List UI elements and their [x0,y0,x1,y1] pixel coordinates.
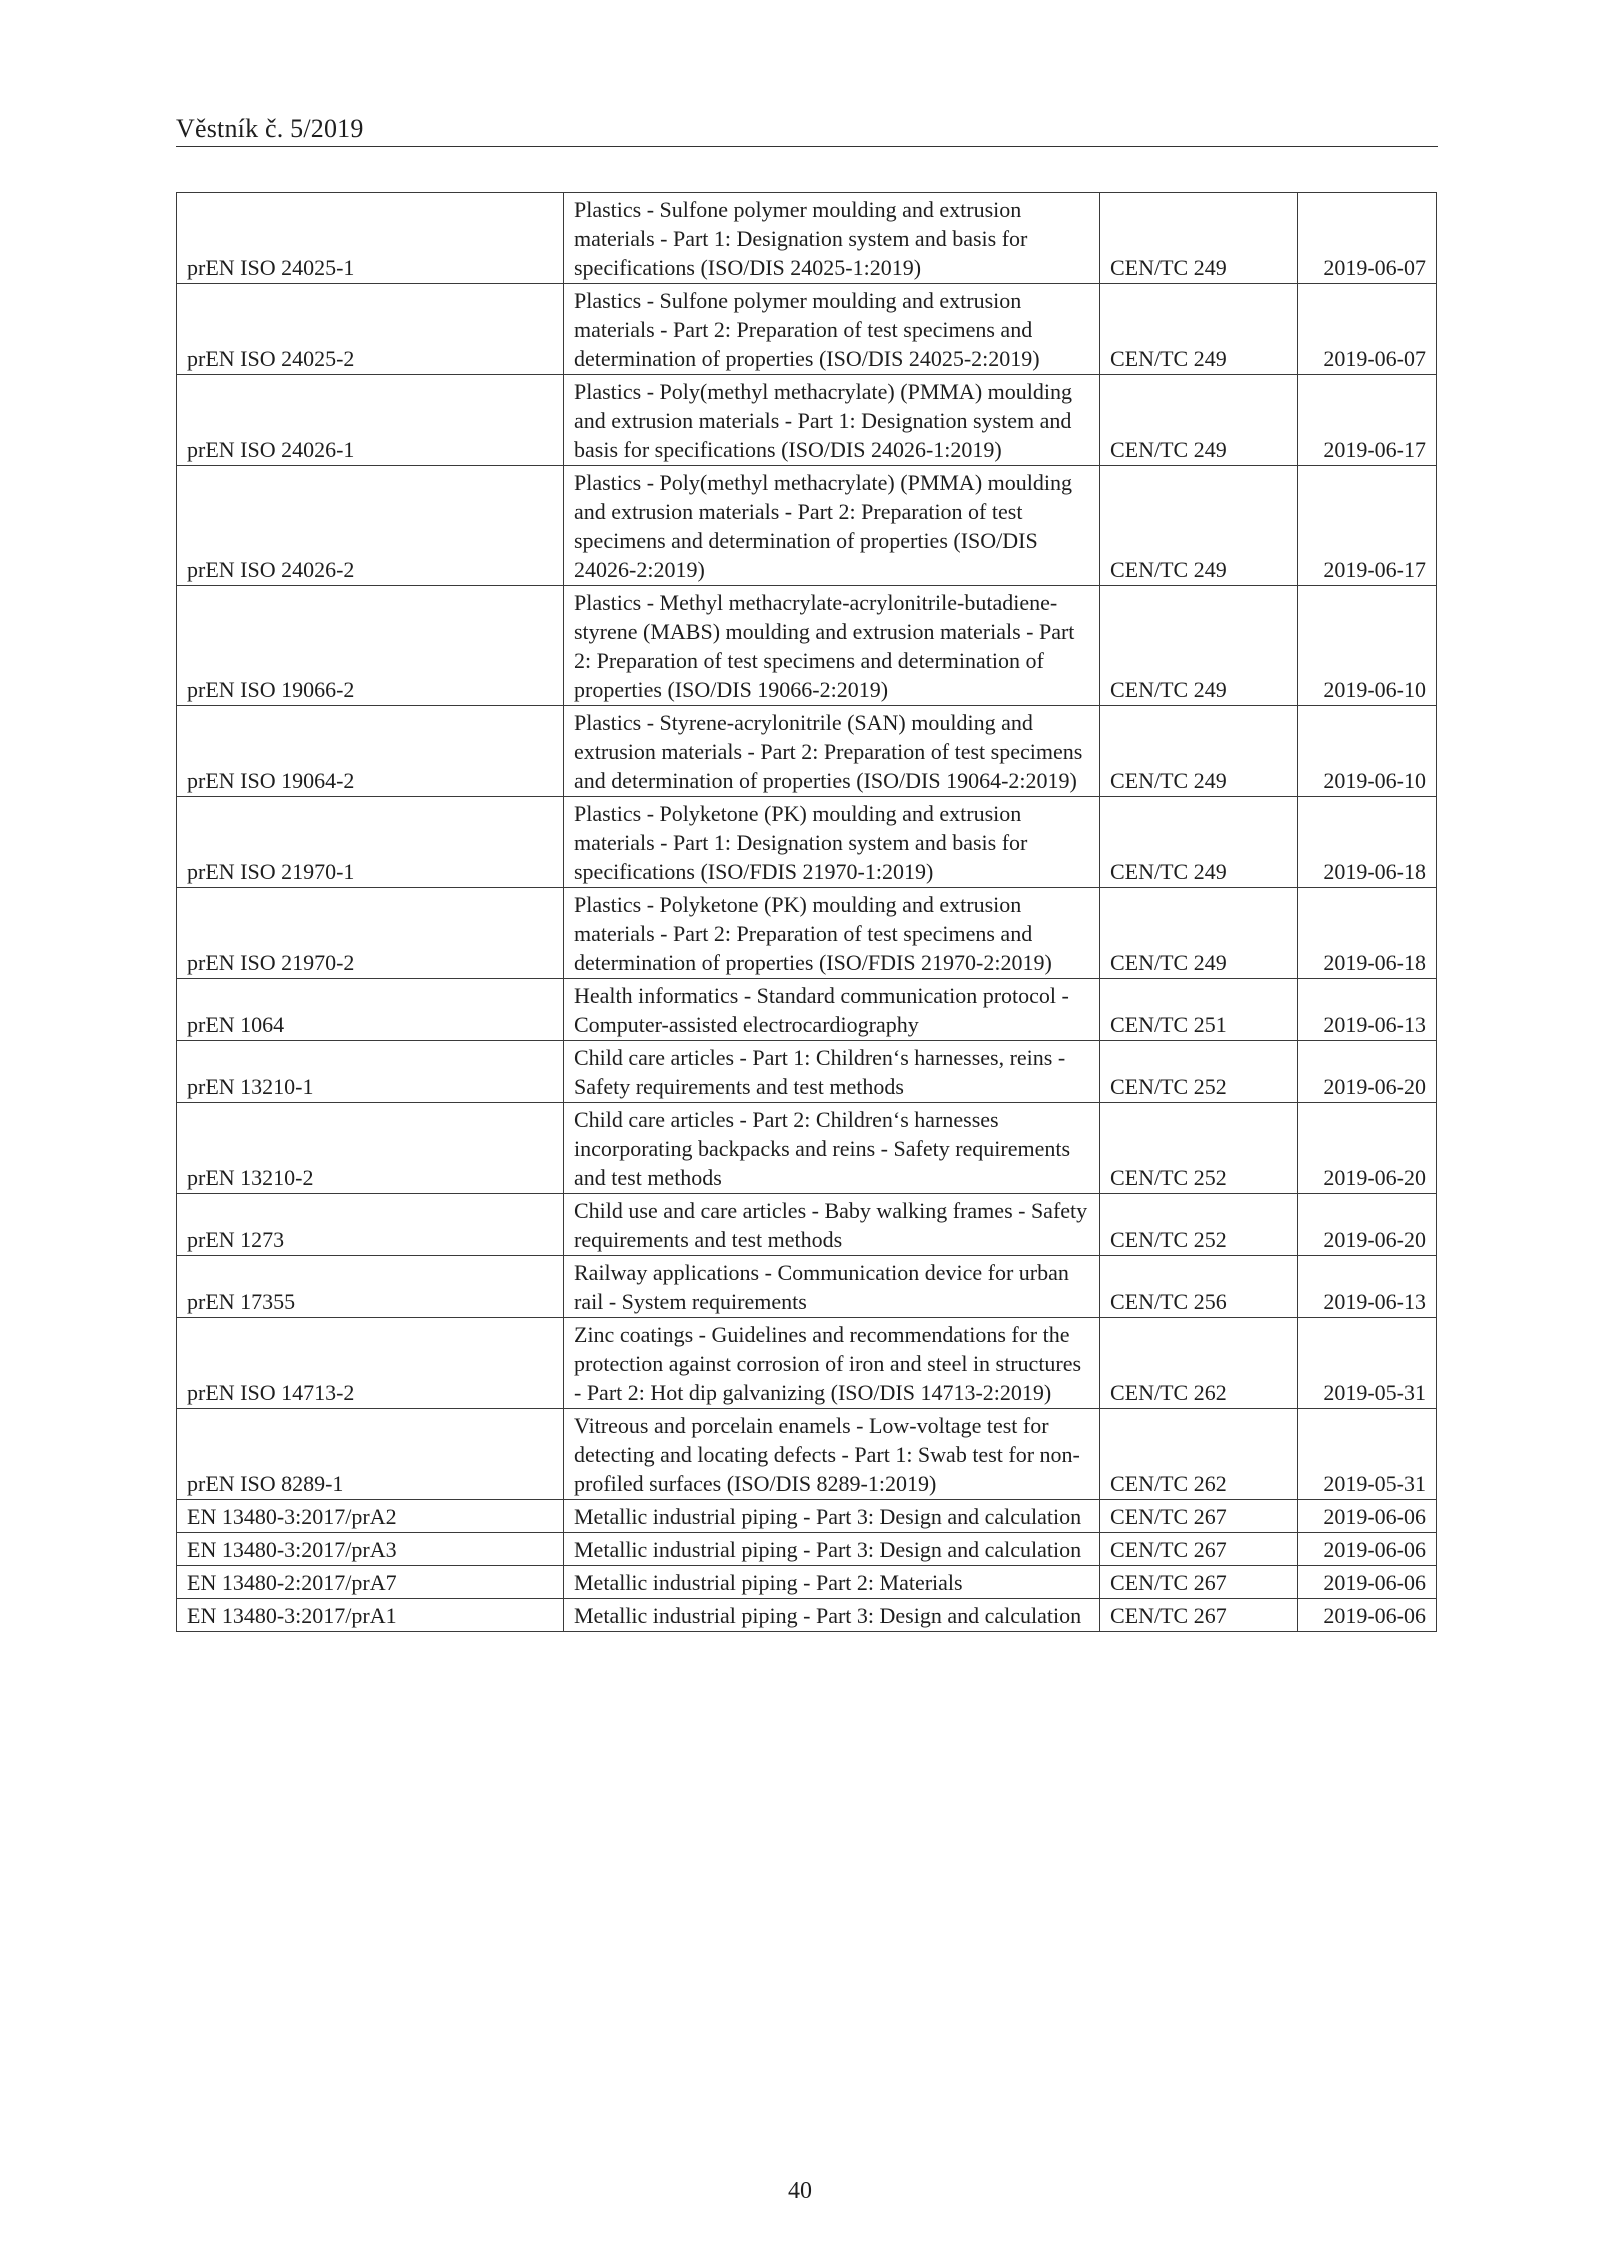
standard-code: prEN ISO 24025-1 [177,193,564,284]
technical-committee: CEN/TC 249 [1100,888,1298,979]
standard-code: prEN ISO 19066-2 [177,586,564,706]
standard-title: Child use and care articles - Baby walking frames - Safety requirements and test methods [564,1194,1100,1256]
page-header [176,112,1438,147]
standard-code: EN 13480-3:2017/prA1 [177,1599,564,1632]
technical-committee: CEN/TC 249 [1100,466,1298,586]
standard-title: Health informatics - Standard communication protocol - Computer-assisted electrocardiography [564,979,1100,1041]
technical-committee: CEN/TC 252 [1100,1041,1298,1103]
standard-title: Metallic industrial piping - Part 3: Design and calculation [564,1533,1100,1566]
standard-code: EN 13480-3:2017/prA2 [177,1500,564,1533]
table-row [177,586,1437,706]
deadline-date: 2019-06-13 [1298,1256,1437,1318]
standard-title: Plastics - Sulfone polymer moulding and extrusion materials - Part 2: Preparation of test specimens and determination of properties (ISO/DIS 24025-2:2019) [564,284,1100,375]
deadline-date: 2019-06-06 [1298,1566,1437,1599]
page-number: 40 [788,2178,812,2204]
standard-title: Child care articles - Part 1: Children‘s harnesses, reins - Safety requirements and test methods [564,1041,1100,1103]
standard-title: Plastics - Poly(methyl methacrylate) (PMMA) moulding and extrusion materials - Part 2: Preparation of test specimens and determination of properties (ISO/DIS 24026-2:2019) [564,466,1100,586]
deadline-date: 2019-06-06 [1298,1500,1437,1533]
technical-committee: CEN/TC 249 [1100,193,1298,284]
standard-title: Railway applications - Communication device for urban rail - System requirements [564,1256,1100,1318]
technical-committee: CEN/TC 256 [1100,1256,1298,1318]
table-row [177,706,1437,797]
technical-committee: CEN/TC 267 [1100,1566,1298,1599]
standard-title: Metallic industrial piping - Part 2: Materials [564,1566,1100,1599]
table-row [177,979,1437,1041]
deadline-date: 2019-06-13 [1298,979,1437,1041]
table-row [177,466,1437,586]
standard-code: EN 13480-2:2017/prA7 [177,1566,564,1599]
deadline-date: 2019-06-10 [1298,706,1437,797]
standard-title: Plastics - Styrene-acrylonitrile (SAN) moulding and extrusion materials - Part 2: Preparation of test specimens and determination of properties (ISO/DIS 19064-2:2019) [564,706,1100,797]
standard-title: Plastics - Polyketone (PK) moulding and extrusion materials - Part 1: Designation system and basis for specifications (ISO/FDIS 21970-1:2019) [564,797,1100,888]
table-row [177,1599,1437,1632]
standard-code: EN 13480-3:2017/prA3 [177,1533,564,1566]
table-row [177,1566,1437,1599]
standard-title: Zinc coatings - Guidelines and recommendations for the protection against corrosion of iron and steel in structures - Part 2: Hot dip galvanizing (ISO/DIS 14713-2:2019) [564,1318,1100,1409]
deadline-date: 2019-06-20 [1298,1194,1437,1256]
deadline-date: 2019-06-10 [1298,586,1437,706]
table-row [177,1500,1437,1533]
table-row [177,1409,1437,1500]
table-row [177,1194,1437,1256]
deadline-date: 2019-06-06 [1298,1533,1437,1566]
deadline-date: 2019-05-31 [1298,1318,1437,1409]
standard-code: prEN 17355 [177,1256,564,1318]
standard-code: prEN ISO 21970-1 [177,797,564,888]
deadline-date: 2019-06-18 [1298,888,1437,979]
standard-title: Vitreous and porcelain enamels - Low-voltage test for detecting and locating defects - Part 1: Swab test for non-profiled surfaces (ISO/DIS 8289-1:2019) [564,1409,1100,1500]
table-row [177,1041,1437,1103]
standard-code: prEN ISO 21970-2 [177,888,564,979]
technical-committee: CEN/TC 249 [1100,284,1298,375]
journal-title: Věstník č. 5/2019 [176,114,364,143]
deadline-date: 2019-06-20 [1298,1041,1437,1103]
technical-committee: CEN/TC 262 [1100,1409,1298,1500]
technical-committee: CEN/TC 249 [1100,375,1298,466]
technical-committee: CEN/TC 267 [1100,1533,1298,1566]
table-row [177,1533,1437,1566]
table-row [177,888,1437,979]
deadline-date: 2019-06-17 [1298,466,1437,586]
standard-title: Child care articles - Part 2: Children‘s harnesses incorporating backpacks and reins - Safety requirements and test methods [564,1103,1100,1194]
standards-table [176,192,1437,1632]
standard-code: prEN 1273 [177,1194,564,1256]
deadline-date: 2019-06-20 [1298,1103,1437,1194]
deadline-date: 2019-06-07 [1298,284,1437,375]
standard-code: prEN ISO 8289-1 [177,1409,564,1500]
technical-committee: CEN/TC 249 [1100,706,1298,797]
standard-title: Plastics - Poly(methyl methacrylate) (PMMA) moulding and extrusion materials - Part 1: Designation system and basis for specifications (ISO/DIS 24026-1:2019) [564,375,1100,466]
table-row [177,193,1437,284]
deadline-date: 2019-06-18 [1298,797,1437,888]
table-row [177,1103,1437,1194]
standard-code: prEN ISO 24026-2 [177,466,564,586]
standard-code: prEN ISO 24026-1 [177,375,564,466]
standard-code: prEN 13210-1 [177,1041,564,1103]
standard-title: Metallic industrial piping - Part 3: Design and calculation [564,1599,1100,1632]
technical-committee: CEN/TC 262 [1100,1318,1298,1409]
technical-committee: CEN/TC 267 [1100,1500,1298,1533]
technical-committee: CEN/TC 252 [1100,1103,1298,1194]
deadline-date: 2019-06-07 [1298,193,1437,284]
table-row [177,1256,1437,1318]
standard-code: prEN ISO 14713-2 [177,1318,564,1409]
table-row [177,375,1437,466]
technical-committee: CEN/TC 251 [1100,979,1298,1041]
standards-table-body [177,193,1437,1632]
technical-committee: CEN/TC 249 [1100,797,1298,888]
deadline-date: 2019-06-17 [1298,375,1437,466]
standard-title: Plastics - Sulfone polymer moulding and extrusion materials - Part 1: Designation system and basis for specifications (ISO/DIS 24025-1:2019) [564,193,1100,284]
standard-code: prEN 1064 [177,979,564,1041]
standard-code: prEN 13210-2 [177,1103,564,1194]
standard-title: Plastics - Methyl methacrylate-acrylonitrile-butadiene-styrene (MABS) moulding and extrusion materials - Part 2: Preparation of test specimens and determination of properties (ISO/DIS 19066-2:2019) [564,586,1100,706]
deadline-date: 2019-05-31 [1298,1409,1437,1500]
standard-code: prEN ISO 19064-2 [177,706,564,797]
standard-title: Metallic industrial piping - Part 3: Design and calculation [564,1500,1100,1533]
technical-committee: CEN/TC 267 [1100,1599,1298,1632]
standard-code: prEN ISO 24025-2 [177,284,564,375]
table-row [177,1318,1437,1409]
table-row [177,284,1437,375]
deadline-date: 2019-06-06 [1298,1599,1437,1632]
table-row [177,797,1437,888]
standard-title: Plastics - Polyketone (PK) moulding and extrusion materials - Part 2: Preparation of test specimens and determination of properties (ISO/FDIS 21970-2:2019) [564,888,1100,979]
technical-committee: CEN/TC 249 [1100,586,1298,706]
technical-committee: CEN/TC 252 [1100,1194,1298,1256]
